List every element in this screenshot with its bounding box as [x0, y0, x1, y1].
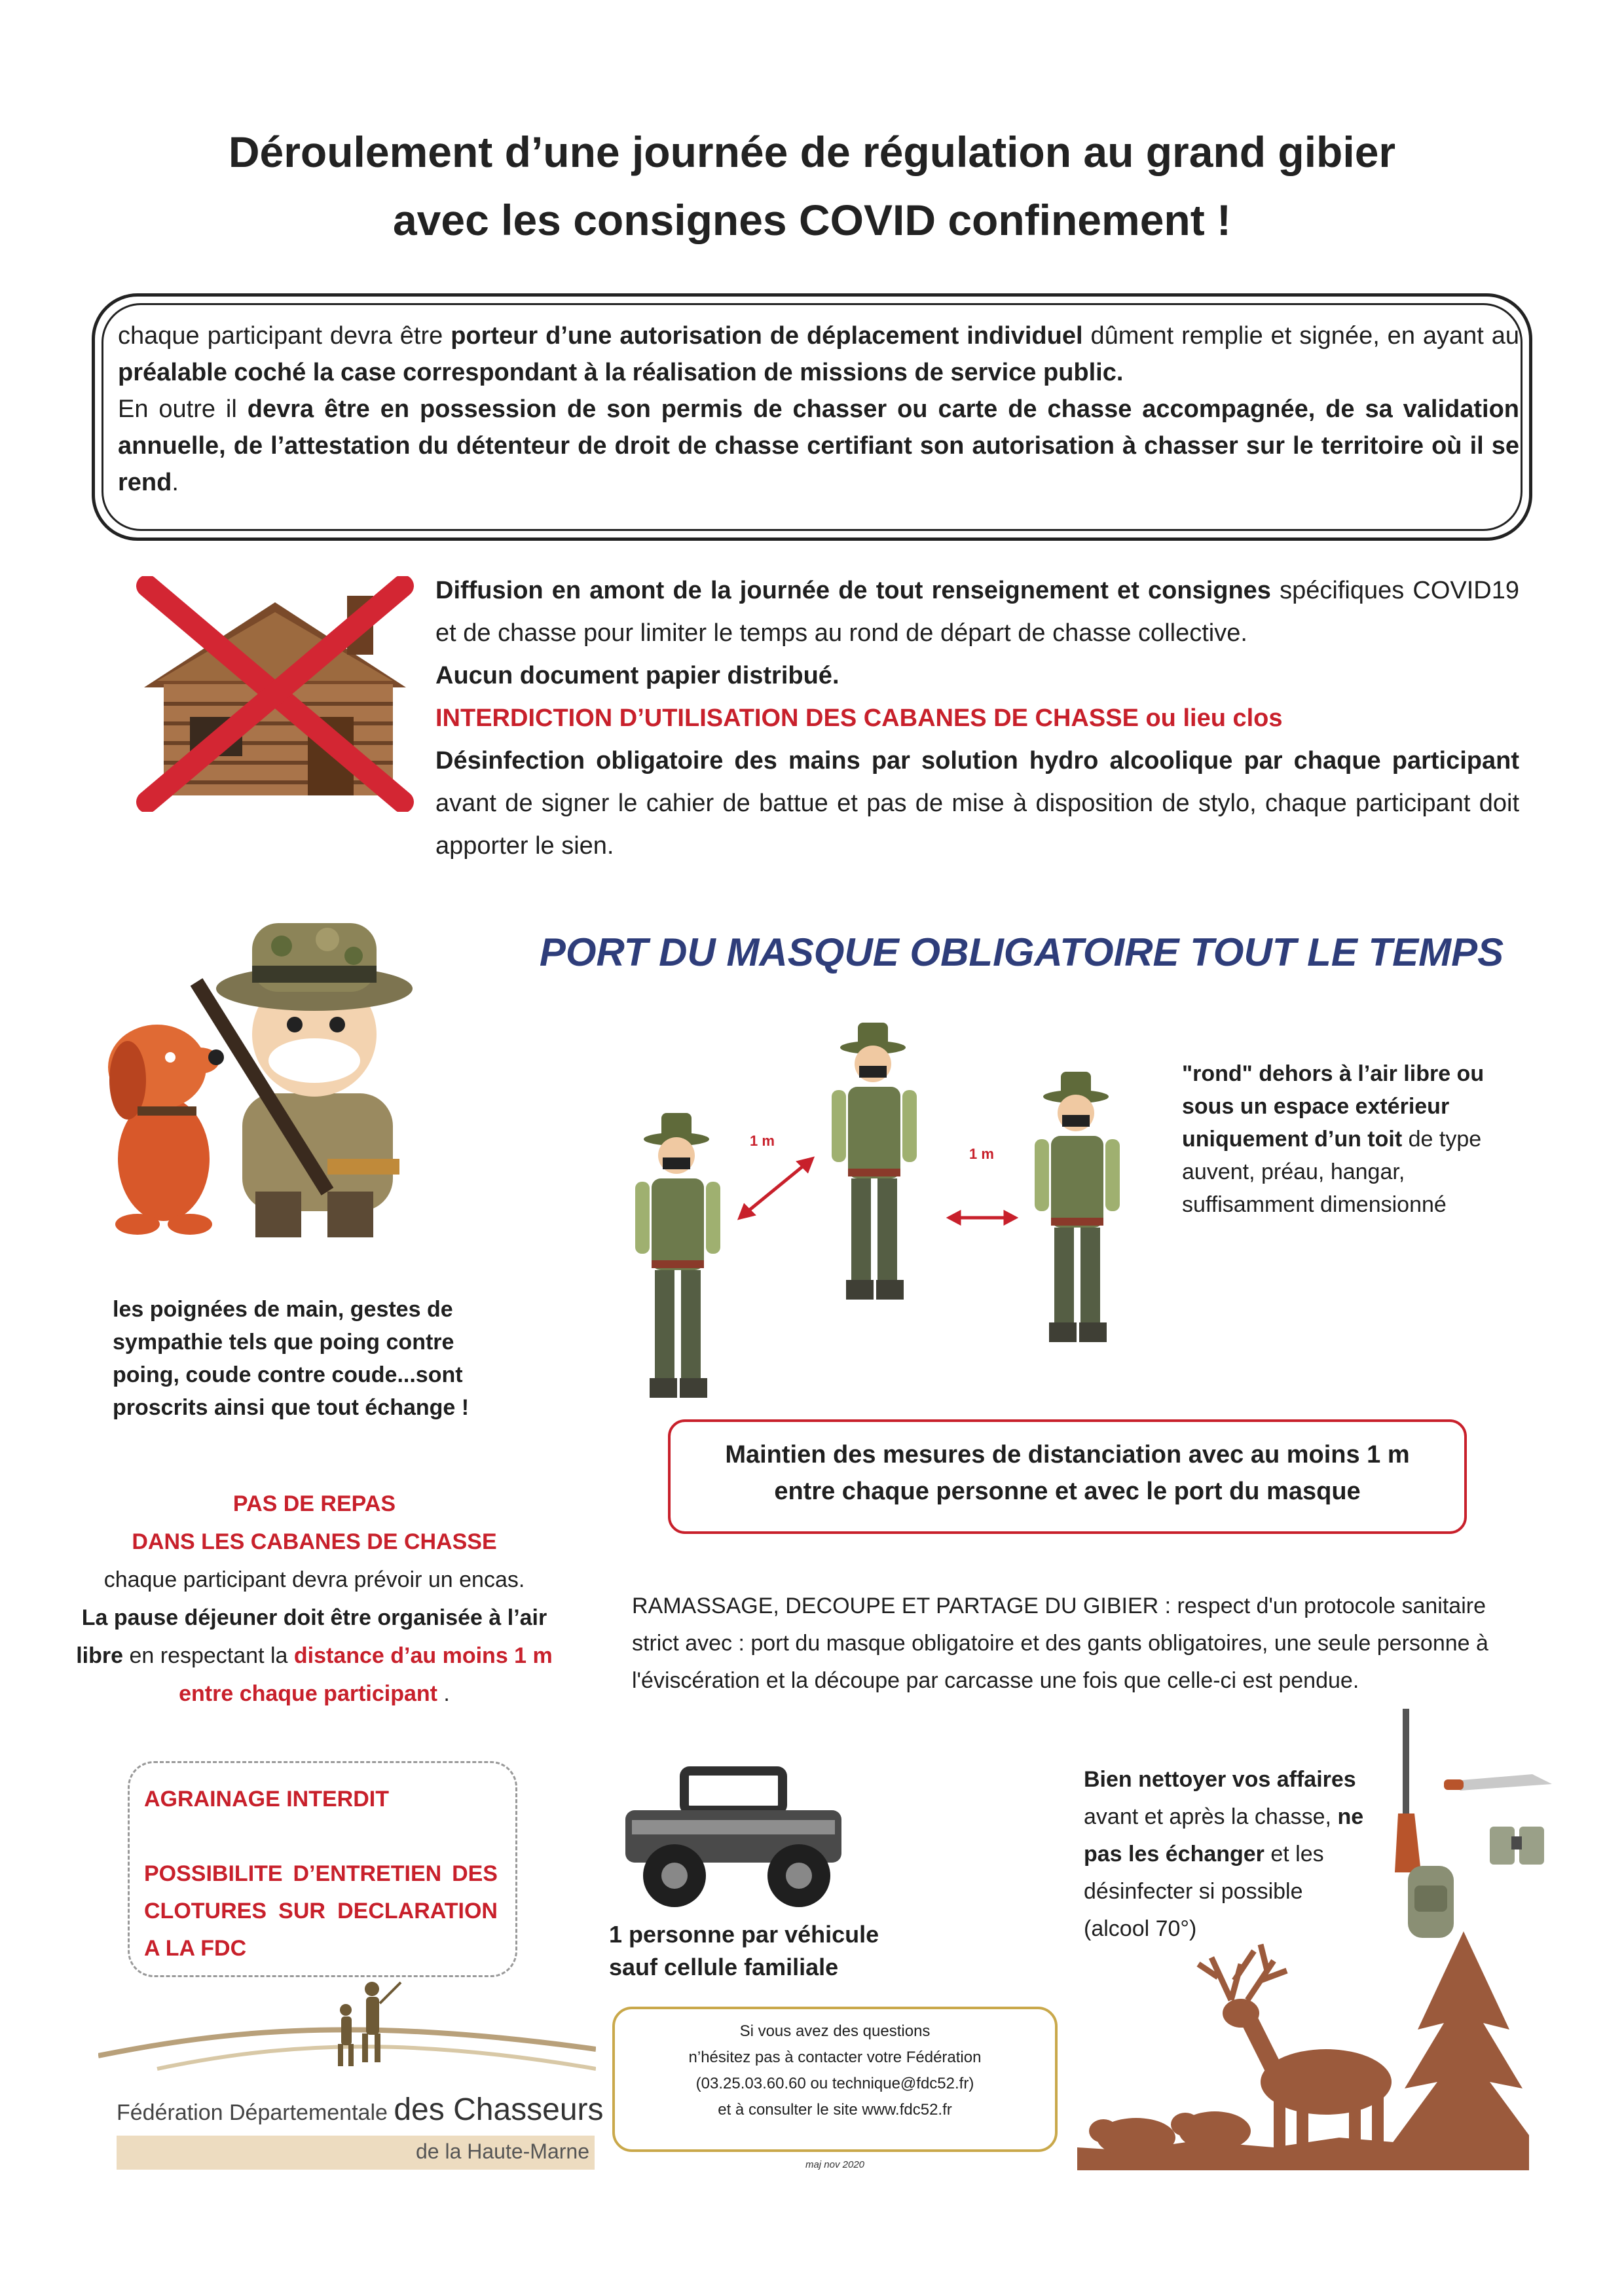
- federation-name: [117, 2092, 640, 2128]
- vehicle-line-2: sauf cellule familiale: [609, 1954, 839, 1980]
- agrainage-forbidden-line: AGRAINAGE INTERDIT: [144, 1787, 389, 1812]
- crossed-cabin-illustration: [131, 576, 419, 812]
- diffusion-paragraph: [435, 570, 1519, 655]
- contact-line-2: n’hésitez pas à contacter votre Fédération: [688, 2049, 982, 2066]
- diffusion-block: [435, 570, 1519, 867]
- vehicle-line-1: 1 personne par véhicule: [609, 1921, 879, 1948]
- contact-line-3: (03.25.03.60.60 ou technique@fdc52.fr): [695, 2075, 974, 2092]
- federation-logo-graphic: [98, 1971, 596, 2088]
- contact-block: [619, 2018, 1051, 2123]
- update-date: maj nov 2020: [805, 2159, 865, 2170]
- handshake-ban-text: les poignées de main, gestes de sympathie tels que poing contre poing, coude contre coude...sont proscrits ainsi que tout échange !: [113, 1297, 470, 1420]
- no-meals-line: PAS DE REPAS: [232, 1491, 396, 1516]
- jeep-illustration: [612, 1758, 855, 1918]
- meeting-point-text: [1182, 1057, 1536, 1221]
- intro-bold-run: devra être en possession de son permis de chasser ou carte de chasse accompagnée, de sa validation annuelle, de l’attestation du détenteur de droit de chasse certifiant son autorisation à chasser sur le territoire où il se rend: [118, 395, 1520, 496]
- federation-name-large: des Chasseurs: [394, 2092, 604, 2127]
- fence-maintenance-line: POSSIBILITE D’ENTRETIEN DES CLOTURES SUR DECLARATION A LA FDC: [144, 1861, 498, 1961]
- snack-line: chaque participant devra prévoir un encas.: [103, 1567, 525, 1592]
- disinfection-bold-run: Désinfection obligatoire des mains par solution hydro alcoolique par chaque participant: [435, 747, 1519, 774]
- lunch-text-run: en respectant la: [123, 1643, 294, 1668]
- meals-block: [72, 1485, 557, 1713]
- distance-label-2: 1 m: [969, 1146, 994, 1162]
- hunting-gear-illustration: [1362, 1709, 1578, 1958]
- disinfection-paragraph: [435, 740, 1519, 867]
- lunch-text-run: .: [437, 1681, 450, 1706]
- distancing-line-1: Maintien des mesures de distanciation avec au moins 1 m: [725, 1441, 1410, 1468]
- cleaning-bold-run: ne pas les échanger: [1084, 1804, 1364, 1867]
- hunter-figure-right: [1035, 1072, 1120, 1342]
- lunch-bold-run: La pause déjeuner doit être organisée à l’air libre: [76, 1605, 547, 1668]
- intro-paragraph-2: [118, 391, 1519, 501]
- cleaning-text-run: et les désinfecter si possible (alcool 70°): [1084, 1842, 1324, 1941]
- contact-line-1: Si vous avez des questions: [739, 2022, 931, 2040]
- title-line-1: Déroulement d’une journée de régulation au grand gibier: [228, 128, 1396, 176]
- intro-text-run: dûment remplie et signée, en ayant au: [1082, 322, 1520, 350]
- intro-bold-run: préalable coché la case correspondant à la réalisation de missions de service public.: [118, 359, 1124, 386]
- diffusion-text-run: spécifiques COVID19 et de chasse pour limiter le temps au rond de départ de chasse collective.: [435, 577, 1519, 647]
- lunch-distance-run: distance d’au moins 1 m entre chaque participant: [179, 1643, 553, 1706]
- intro-paragraph-1: [118, 318, 1519, 391]
- title-line-2: avec les consignes COVID confinement !: [392, 196, 1232, 244]
- cabin-ban-line: INTERDICTION D’UTILISATION DES CABANES DE CHASSE ou lieu clos: [435, 704, 1283, 732]
- intro-text-run: .: [172, 469, 179, 496]
- meeting-point-text-run: de type auvent, préau, hangar, suffisamment dimensionné: [1182, 1127, 1482, 1217]
- hunter-figure-middle: [832, 1023, 917, 1300]
- distancing-figures-illustration: [616, 1021, 1153, 1414]
- agrainage-block: [144, 1781, 498, 1967]
- intro-text-run: En outre il: [118, 395, 248, 423]
- vehicle-rule-text: [609, 1918, 936, 1984]
- federation-region: de la Haute-Marne: [415, 2140, 589, 2163]
- distancing-line-2: entre chaque personne et avec le port du masque: [774, 1478, 1361, 1505]
- hunter-with-dog-illustration: [92, 884, 458, 1250]
- intro-text-run: chaque participant devra être: [118, 322, 451, 350]
- distancing-box: [668, 1419, 1467, 1534]
- contact-line-4: et à consulter le site www.fdc52.fr: [718, 2101, 952, 2119]
- intro-text: [118, 318, 1519, 501]
- game-handling-text: RAMASSAGE, DECOUPE ET PARTAGE DU GIBIER : respect d'un protocole sanitaire strict avec : port du masque obligatoire et des gants obligatoires, une seule personne à l'éviscération et la découpe par carcasse une fois que celle-ci est pendue.: [632, 1594, 1488, 1693]
- wildlife-silhouette-illustration: [1077, 1925, 1529, 2170]
- federation-prefix: Fédération Départementale: [117, 2100, 394, 2125]
- distance-label-1: 1 m: [750, 1133, 775, 1149]
- cleaning-text-run: avant et après la chasse,: [1084, 1804, 1338, 1829]
- lunch-paragraph: [72, 1599, 557, 1713]
- disinfection-text-run: avant de signer le cahier de battue et pas de mise à disposition de stylo, chaque participant doit apporter le sien.: [435, 790, 1519, 860]
- diffusion-bold-run: Diffusion en amont de la journée de tout renseignement et consignes: [435, 577, 1271, 604]
- intro-bold-run: porteur d’une autorisation de déplacement individuel: [451, 322, 1083, 350]
- cleaning-text: [1084, 1761, 1372, 1948]
- meeting-point-bold-run: "rond" dehors à l’air libre ou sous un espace extérieur uniquement d’un toit: [1182, 1061, 1485, 1152]
- cleaning-bold-run: Bien nettoyer vos affaires: [1084, 1767, 1356, 1792]
- mask-mandatory-heading: PORT DU MASQUE OBLIGATOIRE TOUT LE TEMPS: [539, 930, 1504, 974]
- no-meals-cabins-line: DANS LES CABANES DE CHASSE: [132, 1529, 497, 1554]
- hunter-figure-left: [635, 1113, 720, 1398]
- no-paper-line: Aucun document papier distribué.: [435, 662, 840, 689]
- page-title: [92, 118, 1532, 254]
